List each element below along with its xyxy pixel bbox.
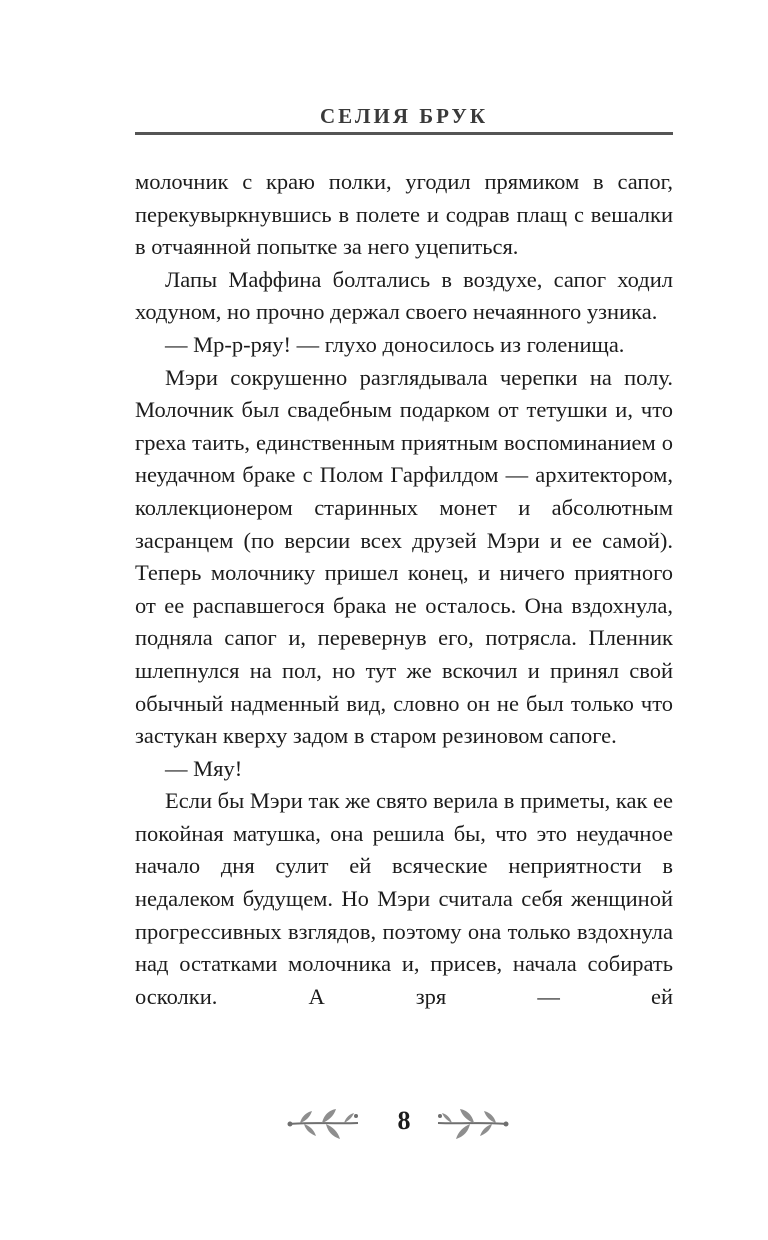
- paragraph-1: молочник с краю полки, угодил прямиком в сапог, перекувыркнувшись в полете и содрав плащ с вешалки в отчаянной попытке за него уцепиться.: [135, 169, 673, 260]
- paragraph-3: — Мр-р-ряу! — глухо доносилось из голенища.: [165, 331, 625, 357]
- page-number: 8: [397, 1106, 411, 1135]
- paragraph-2: Лапы Маффина болтались в воздухе, сапог ходил ходуном, но прочно держал своего нечаянного узника.: [135, 266, 673, 325]
- header-rule: [135, 132, 673, 135]
- paragraph-6: Если бы Мэри так же свято верила в приметы, как ее покойная матушка, она решила бы, что это неудачное начало дня сулит ей всяческие неприятности в недалеком будущем. Но Мэри считала себя женщиной прогрессивных взглядов, поэтому она только вздохнула над остатками молочника и, присев, начала собирать осколки. А зря — ей: [135, 788, 673, 1009]
- leaf-branch-icon: [286, 1102, 362, 1146]
- leaf-branch-icon: [434, 1102, 510, 1146]
- body-text: [135, 166, 673, 1013]
- running-header: СЕЛИЯ БРУК: [319, 104, 489, 128]
- paragraph-5: — Мяу!: [165, 755, 243, 781]
- paragraph-4: Мэри сокрушенно разглядывала черепки на полу. Молочник был свадебным подарком от тетушки и, что греха таить, единственным приятным воспоминанием о неудачном браке с Полом Гарфилдом — архитектором, коллекционером старинных монет и абсолютным засранцем (по версии всех друзей Мэри и ее самой). Теперь молочнику пришел конец, и ничего приятного от ее распавшегося брака не осталось. Она вздохнула, подняла сапог и, перевернув его, потрясла. Пленник шлепнулся на пол, но тут же вскочил и принял свой обычный надменный вид, словно он не был только что застукан кверху задом в старом резиновом сапоге.: [135, 364, 673, 749]
- page-footer: [0, 1096, 768, 1156]
